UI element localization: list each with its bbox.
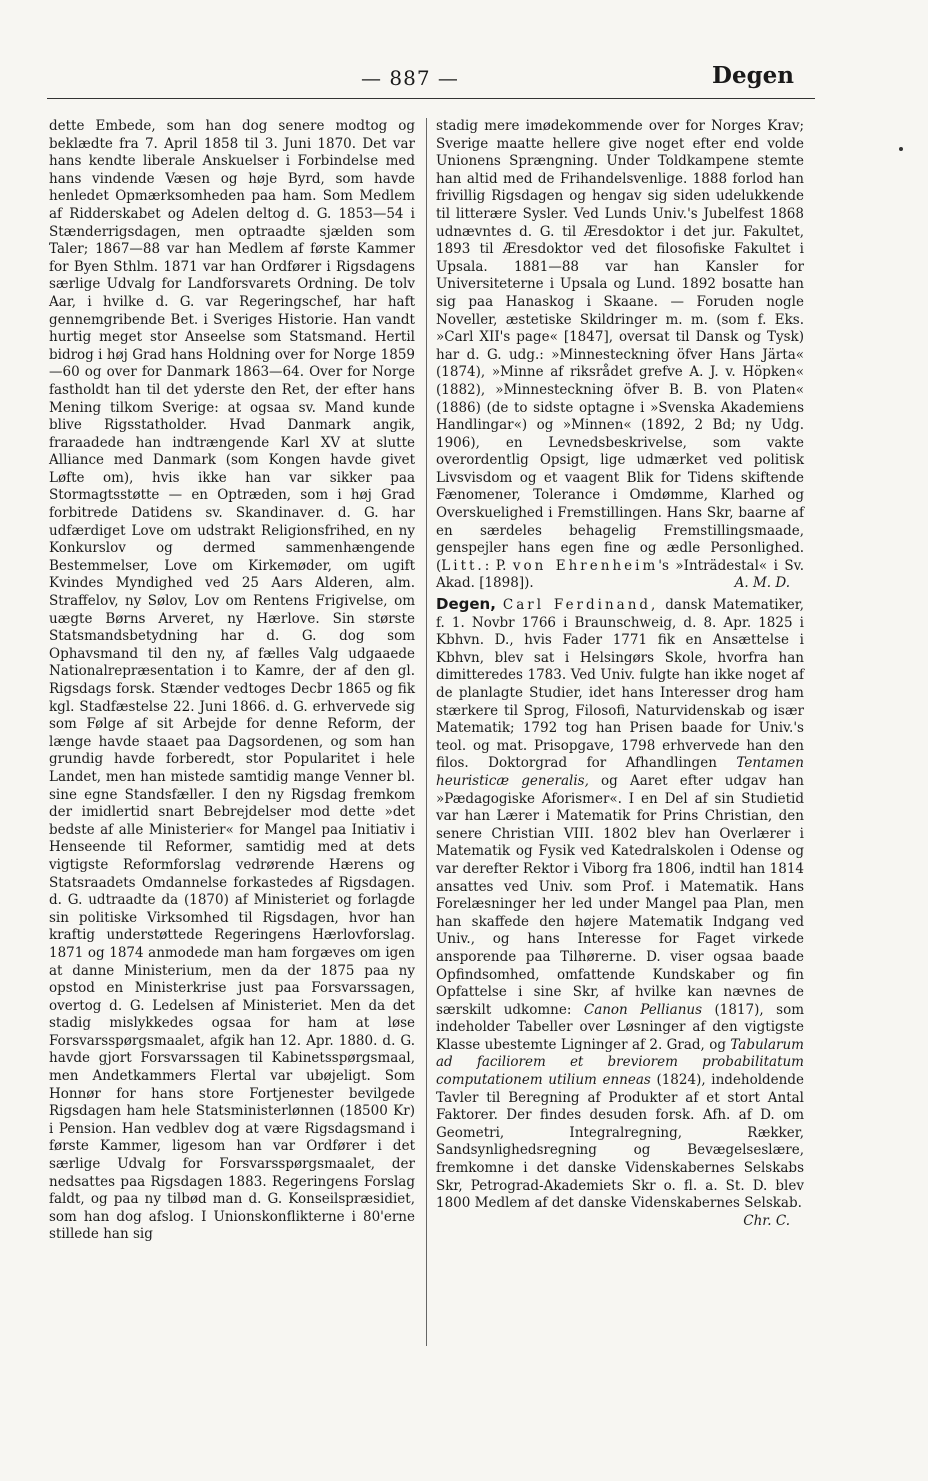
page-number: — 887 — [361,66,459,90]
entry2-headword: Degen, [436,595,496,614]
running-head: Degen [712,62,795,89]
entry1-text-b: : P. [484,557,513,574]
entry1-signature: A. M. D. [734,575,790,592]
entry2-text-b: og Aaret efter udgav han »Pædagogiske Aforismer«. I en Del af sin Studietid var han Lærer i Matematik for Prins Christian, den senere Christian VIII. 1802 blev han Overlærer i Matematik og Fysik ved Katedralskolen i Odense og var derefter Rektor i Viborg fra 1806, indtil han 1814 ansattes ved Univ. som Prof. i Matematik. Hans Forelæsninger her led under Mangel paa Plan, men han skaffede den højere Matematik Indgang ved Univ., og hans Interesse for Faget virkede ansporende paa Tilhørerne. D. viser ogsaa baade Opfindsomhed, omfattende Kundskaber og fin Opfattelse i sine Skr, af hvilke kan nævnes de særskilt udkomne: [436,772,804,1018]
entry2-text-c: (1817), som indeholder Tabeller over Løsninger af den vigtigste Klasse ubestemte Ligninger af 2. Grad, og [436,1001,804,1053]
column-rule [426,118,427,1346]
entry2-title1: Tentamen heuristicæ generalis, [436,755,804,789]
entry2-name: Carl Ferdinand, [502,597,659,614]
entry1-text-c: 's »Inträdestal« i Sv. Akad. [1898]). [436,557,804,592]
entry-degen [436,595,805,1229]
left-column [49,118,415,1244]
entry2-title2: Canon Pellianus [583,1001,703,1018]
entry1-author: von Ehrenheim [512,557,659,574]
header-rule [47,98,815,99]
entry2-text-a: dansk Matematiker, f. 1. Novbr 1766 i Braunschweig, d. 8. Apr. 1825 i Kbhvn. D., hvis Fader 1771 fik en Ansættelse i Kbhvn, blev sat i Helsingørs Skole, hvorfra han dimitteredes 1783. Ved Univ. fulgte han ikke noget af de planlagte Studier, idet hans Interesser drog ham stærkere til Sprog, Filosofi, Naturvidenskab og især Matematik; 1792 tog han Prisen baade for Univ.'s teol. og mat. Prisopgave, 1798 erhvervede han den filos. Doktorgrad for Afhandlingen [436,597,805,772]
entry2-signature: Chr. C. [743,1212,790,1229]
entry2-title3: Tabularum ad faciliorem et breviorem probabilitatum computationem utilium enneas [436,1036,804,1089]
right-column [436,118,804,1230]
entry2-text-d: (1824), indeholdende Tavler til Beregning af Produkter af et stort Antal Faktorer. Der findes desuden forsk. Afh. af D. om Geometri, Integralregning, Rækker, Sandsynlighedsregning og Bevægelseslære, fremkomne i det danske Videnskabernes Selskabs Skr, Petrograd-Akademiets Skr o. fl. a. St. D. blev 1800 Medlem af det danske Videnskabernes Selskab. [436,1072,804,1212]
margin-dot [899,147,903,151]
left-column-text: dette Embede, som han dog senere modtog og beklædte fra 7. April 1858 til 3. Juni 1870. Det var hans kendte liberale Anskuelser i Forbindelse med hans vindende Væsen og høje Byrd, som havde henledet Opmærksomheden paa ham. Som Medlem af Ridderskabet og Adelen deltog d. G. 1853—54 i Stænderrigsdagen, men optraadte sjælden som Taler; 1867—88 var han Medlem af første Kammer for Byen Sthlm. 1871 var han Ordfører i Rigsdagens særlige Udvalg for Landforsvarets Ordning. De tolv Aar, i hvilke d. G. var Regeringschef, har haft gennemgribende Bet. i Sveriges Historie. Han vandt hurtig meget stor Anseelse som Statsmand. Hertil bidrog i høj Grad hans Holdning over for Norge 1859—60 og over for Danmark 1863—64. Over for Norge fastholdt han til det yderste den Ret, der efter hans Mening tilkom Sverige: at ogsaa sv. Mand kunde blive Rigsstatholder. Hvad Danmark angik, fraraadede han indtrængende Karl XV at slutte Alliance med Danmark (som Kongen havde givet Løfte om), hvis ikke han var sikker paa Stormagtsstøtte — en Optræden, som i høj Grad forbitrede Datidens sv. Skandinaver. d. G. har udfærdiget Love om udstrakt Religionsfrihed, en ny Konkurslov og dermed sammenhængende Bestemmelser, Love om Kirkemøder, om ugift Kvindes Myndighed ved 25 Aars Alderen, alm. Straffelov, ny Sølov, Lov om Rentens Frigivelse, om uægte Børns Arveret, ny Hærlove. Sin største Statsmandsbetydning har d. G. dog som Ophavsmand til den ny, af fælles Valg udgaaede Nationalrepræsentation i to Kamre, der af den gl. Rigsdags forsk. Stænder vedtoges Decbr 1865 og fik kgl. Stadfæstelse 22. Juni 1866. d. G. erhvervede sig som Følge af sit Arbejde for denne Reform, der længe havde staaet paa Dagsordenen, og som han grundig havde forberedt, stor Popularitet i hele Landet, men han mistede samtidig mange Venner bl. sine egne Standsfæller. I den ny Rigsdag fremkom der imidlertid snart Bebrejdelser mod dette »det bedste af alle Ministerier« for Mangel paa Initiativ i Henseende til Reformer, samtidig med at dets vigtigste Reformforslag vedrørende Hærens og Statsraadets Omdannelse forkastedes af Rigsdagen. d. G. udtraadte da (1870) af Ministeriet og forlagde sin politiske Virksomhed til Rigsdagen, hvor han kraftig understøttede Regeringens Hærlovforslag. 1871 og 1874 anmodede man ham forgæves om igen at danne Ministerium, men da der 1875 paa ny opstod en Ministerkrise just paa Forsvarssagen, overtog d. G. Ledelsen af Ministeriet. Men da det stadig mislykkedes ogsaa for ham at løse Forsvarsspørgsmaalet, afgik han 12. Apr. 1880. d. G. havde gjort Forsvarssagen til Kabinetsspørgsmaal, men Andetkammers Flertal var ubøjeligt. Som Honnør for hans store Fortjenester bevilgede Rigsdagen ham hele Statsministerlønnen (18500 Kr) i Pension. Han vedblev dog at være Rigsdagsmand i første Kammer, ligesom han var Ordfører i det særlige Udvalg for Forsvarsspørgsmaalet, der nedsattes paa Rigsdagen 1883. Regeringens Forslag faldt, og paa ny tilbød man d. G. Konseilspræsidiet, som han dog afslog. I Unionskonflikterne i 80'erne stillede han sig [49,118,415,1243]
entry1-text-a: stadig mere imødekommende over for Norges Krav; Sverige maatte hellere give noget efter end volde Unionens Sprængning. Under Toldkampene stemte han altid med de Frihandelsvenlige. 1888 forlod han frivillig Rigsdagen og hengav sig siden udelukkende til litterære Sysler. Ved Lunds Univ.'s Jubelfest 1868 udnævntes d. G. til Æresdoktor i det jur. Fakultet, 1893 til Æresdoktor ved det filosofiske Fakultet i Upsala. 1881—88 var han Kansler for Universiteterne i Upsala og Lund. 1892 bosatte han sig paa Hanaskog i Skaane. — Foruden nogle Noveller, æstetiske Skildringer m. m. (som f. Eks. »Carl XII's page« [1847], oversat til Dansk og Tysk) har d. G. udg.: »Minnesteckning öfver Hans Järta« (1874), »Minne af riksrådet grefve A. J. v. Höpken« (1882), »Minnesteckning öfver B. B. von Platen« (1886) (de to sidste optagne i »Svenska Akademiens Handlingar«) og »Minnen« (1892, 2 Bd; ny Udg. 1906), en Levnedsbeskrivelse, som vakte overordentlig Opsigt, lige udmærket ved politisk Livsvisdom og et vaagent Blik for Tidens skiftende Fænomener, Tolerance i Omdømme, Klarhed og Overskuelighed i Fremstillingen. Hans Skr, baarne af en særdeles behagelig Fremstillingsmaade, genspejler hans egen fine og ædle Personlighed. ( [436,118,804,574]
entry-degeer-continuation [436,118,804,593]
entry1-litt: Litt. [441,557,485,574]
